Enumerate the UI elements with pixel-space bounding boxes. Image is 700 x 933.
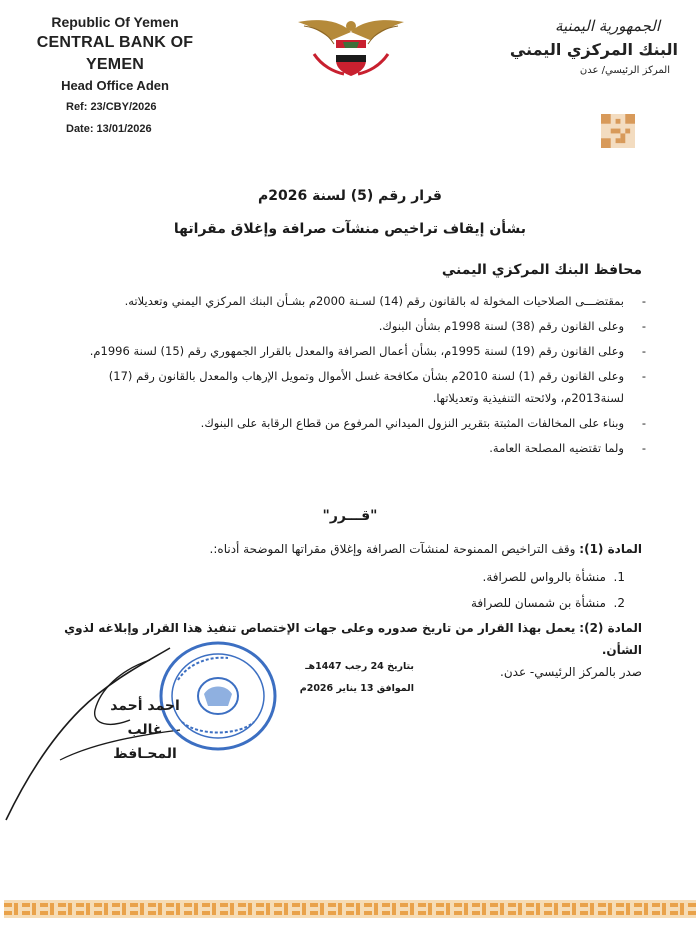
article-1-text: وقف التراخيص الممنوحة لمنشآت الصرافة وإغلاق مقراتها الموضحة أدناه:. [209,542,576,556]
header-office: Head Office Aden [61,78,169,93]
recital-item: - ولما تقتضيه المصلحة العامة. [489,441,646,455]
header-office-ar: المركز الرئيسي/ عدن [579,65,670,76]
article-1 [57,542,642,556]
header-country: Republic Of Yemen [51,14,179,30]
recital-item: - بمقتضـــى الصلاحيات المخولة له بالقانون رقم (14) لسـنة 2000م بشـأن البنك المركزي اليمني وتعديلاته. [124,294,646,308]
governor-heading: محافظ البنك المركزي اليمني [441,262,642,278]
decision-subject: بشأن إيقاف تراخيص منشآت صرافة وإغلاق مقراتها [173,221,527,237]
recital-item: - وعلى القانون رقم (1) لسنة 2010م بشأن مكافحة غسل الأموال وتمويل الإرهاب والمعدل بالقانون رقم (17) لسنة2013م، ولائحته التنفيذية وتعديلاتها. [108,369,646,405]
signatory-name: احمد أحمد غالب [110,698,180,738]
header-republic-ar: الجمهورية اليمنية [554,17,660,35]
issue-dates [284,656,414,700]
eagle-emblem-icon [296,14,406,78]
header-arabic [478,14,678,80]
exchange-item-2: 2. منشأة بن شمسان للصرافة [470,596,625,610]
date-hijri: بتاريخ 24 رجب 1447هـ [305,661,414,672]
article-1-label: المادة (1): [579,542,642,556]
article-2-label: المادة (2): [579,621,642,635]
signatory-title: المحـافظ [113,746,177,762]
recital-item: - وعلى القانون رقم (19) لسنة 1995م، بشأن أعمال الصرافة والمعدل بالقرار الجمهوري رقم (15) لسنة 1996م. [89,344,646,358]
recital-item: - وبناء على المخالفات المثبتة بتقرير النزول الميداني المرفوع من قطاع الرقابة على البنوك. [200,416,646,430]
document-date: Date: 13/01/2026 [66,123,152,135]
issued-place: صدر بالمركز الرئيسي- عدن. [500,665,642,679]
article-2-text: يعمل بهذا القرار من تاريخ صدوره وعلى جهات الإختصاص تنفيذ هذا القرار وإبلاغه لذوي الشأن. [64,621,642,657]
signatory-block [100,694,190,766]
recital-item: - وعلى القانون رقم (38) لسنة 1998م بشأن البنوك. [378,319,646,333]
header-bank-name: CENTRAL BANK OF YEMEN [36,34,194,73]
qr-code-icon [601,114,635,148]
reference-number: Ref: 23/CBY/2026 [66,101,157,113]
exchange-item-1: 1. منشأة بالرواس للصرافة. [482,570,625,584]
date-gregorian: الموافق 13 يناير 2026م [299,683,414,694]
recitals-list [61,290,646,462]
decision-title: قرار رقم (5) لسنة 2026م [258,188,442,204]
header-english [30,12,200,96]
decided-heading: "قـــرر" [322,508,378,524]
header-bank-name-ar: البنك المركزي اليمني [509,40,678,59]
decorative-border-icon [4,900,696,918]
